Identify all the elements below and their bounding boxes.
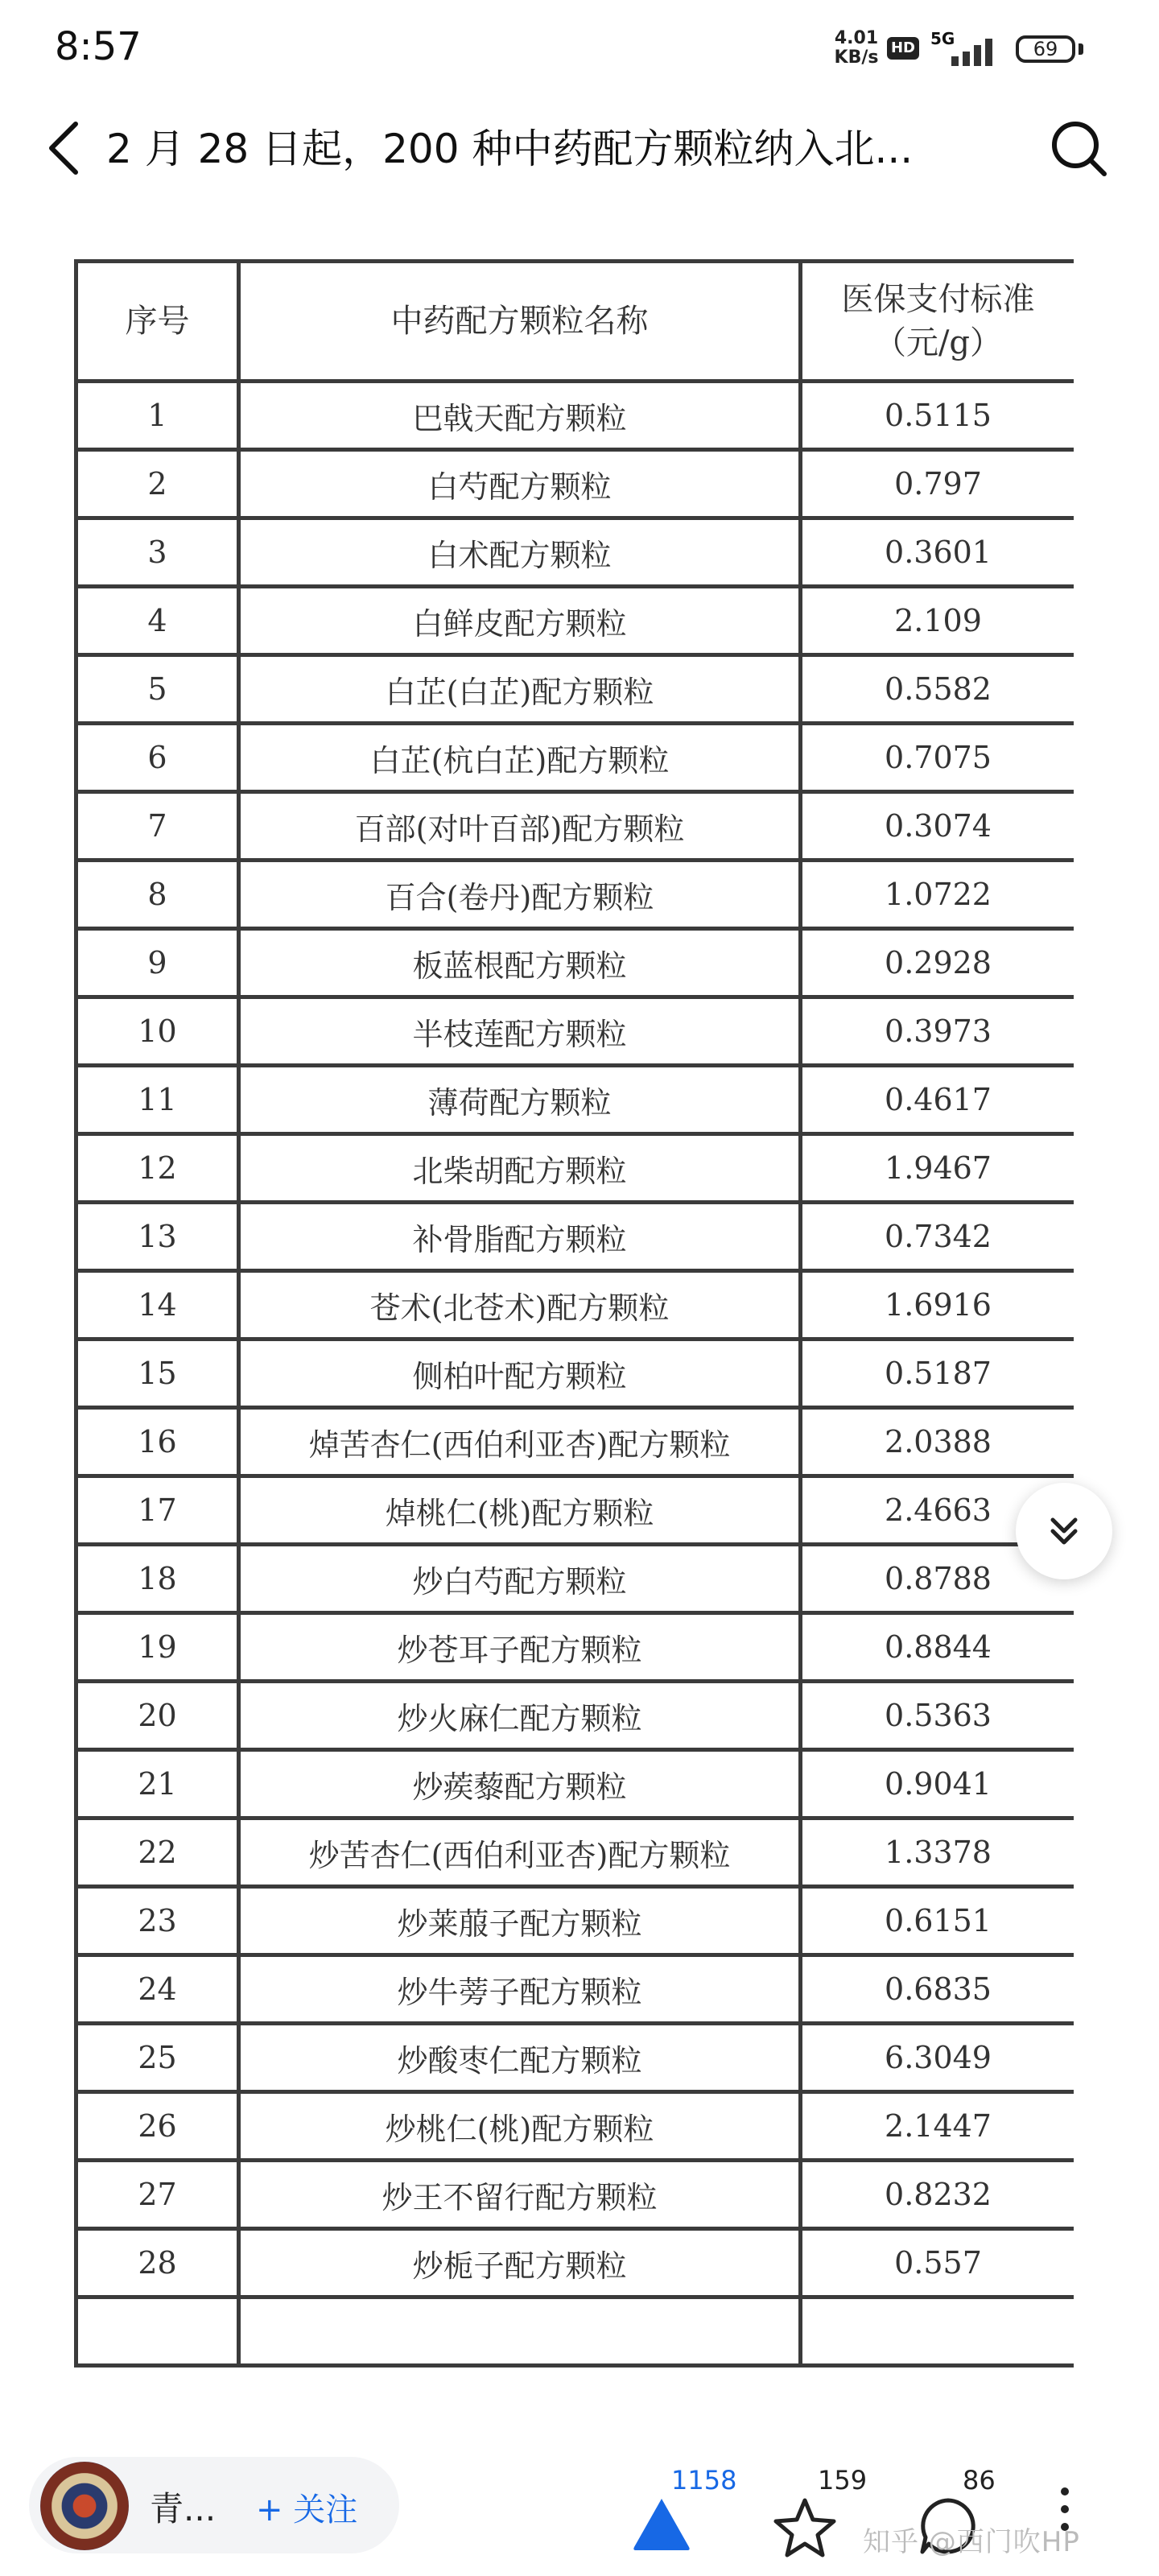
- row-name: 炒白芍配方颗粒: [239, 1545, 801, 1613]
- row-name: 北柴胡配方颗粒: [239, 1134, 801, 1203]
- row-name: 半枝莲配方颗粒: [239, 997, 801, 1066]
- row-price: 0.8844: [801, 1613, 1074, 1682]
- scroll-down-button[interactable]: [1016, 1483, 1112, 1579]
- table-row: [76, 1818, 1074, 1887]
- row-index: 14: [76, 1271, 239, 1340]
- article-header: [0, 97, 1159, 201]
- back-arrow-icon[interactable]: [40, 118, 89, 179]
- row-price: 2.1447: [801, 2092, 1074, 2161]
- row-index: 17: [76, 1476, 239, 1545]
- row-price: 0.557: [801, 2229, 1074, 2297]
- price-table-image: [74, 259, 1074, 2433]
- row-name: 百合(卷丹)配方颗粒: [239, 861, 801, 929]
- table-row: [76, 1682, 1074, 1750]
- avatar[interactable]: [40, 2462, 129, 2550]
- row-price: 0.3074: [801, 792, 1074, 861]
- hd-badge: HD: [887, 37, 919, 60]
- row-name: 白芷(杭白芷)配方颗粒: [239, 724, 801, 792]
- row-index: 9: [76, 929, 239, 997]
- signal-icon: [930, 29, 1000, 69]
- network-speed-unit: KB/s: [834, 47, 879, 68]
- row-price: 0.3973: [801, 997, 1074, 1066]
- table-row: [76, 1887, 1074, 1955]
- row-price: 0.5187: [801, 1340, 1074, 1408]
- row-price: 0.3601: [801, 518, 1074, 587]
- header-name: 中药配方颗粒名称: [239, 262, 801, 382]
- author-pill[interactable]: [29, 2457, 399, 2553]
- row-index: 25: [76, 2024, 239, 2092]
- table-row: [76, 1408, 1074, 1476]
- row-name: 炒桃仁(桃)配方颗粒: [239, 2092, 801, 2161]
- row-name: 炒牛蒡子配方颗粒: [239, 1955, 801, 2024]
- header-price: [801, 262, 1074, 382]
- bottom-action-bar: [0, 2439, 1159, 2576]
- table-row: [76, 655, 1074, 724]
- table-row: [76, 1613, 1074, 1682]
- table-row: [76, 518, 1074, 587]
- row-index: 23: [76, 1887, 239, 1955]
- like-count: 1158: [671, 2465, 737, 2496]
- row-price: 1.6916: [801, 1271, 1074, 1340]
- table-header-row: [76, 262, 1074, 382]
- row-index: 27: [76, 2161, 239, 2229]
- row-index: 24: [76, 1955, 239, 2024]
- network-speed: [827, 29, 885, 68]
- row-index: 22: [76, 1818, 239, 1887]
- table-row: [76, 724, 1074, 792]
- row-name: 炒莱菔子配方颗粒: [239, 1887, 801, 1955]
- table-row: [76, 2024, 1074, 2092]
- row-name: 薄荷配方颗粒: [239, 1066, 801, 1134]
- row-index: 2: [76, 450, 239, 518]
- row-index: 18: [76, 1545, 239, 1613]
- comment-count: 86: [963, 2465, 996, 2496]
- row-index: 21: [76, 1750, 239, 1818]
- row-price: 0.5115: [801, 382, 1074, 450]
- row-name: 巴戟天配方颗粒: [239, 382, 801, 450]
- row-price: 0.5363: [801, 1682, 1074, 1750]
- battery-tip: [1079, 43, 1083, 55]
- row-name: 侧柏叶配方颗粒: [239, 1340, 801, 1408]
- row-price: 1.3378: [801, 1818, 1074, 1887]
- header-index: 序号: [76, 262, 239, 382]
- row-name: 百部(对叶百部)配方颗粒: [239, 792, 801, 861]
- price-table: [74, 259, 1074, 2368]
- row-name: 补骨脂配方颗粒: [239, 1203, 801, 1271]
- row-price: 6.3049: [801, 2024, 1074, 2092]
- search-icon[interactable]: [1046, 116, 1111, 180]
- row-price: 0.797: [801, 450, 1074, 518]
- page-title: 2 月 28 日起，200 种中药配方颗粒纳入北...: [106, 126, 914, 172]
- row-price: 0.6835: [801, 1955, 1074, 2024]
- row-price: 0.9041: [801, 1750, 1074, 1818]
- row-name: [239, 2297, 801, 2366]
- row-index: 13: [76, 1203, 239, 1271]
- row-price: 0.7342: [801, 1203, 1074, 1271]
- favorite-button[interactable]: [773, 2465, 877, 2560]
- row-index: 15: [76, 1340, 239, 1408]
- table-row: [76, 929, 1074, 997]
- row-price: 0.5582: [801, 655, 1074, 724]
- table-row: [76, 587, 1074, 655]
- table-row: [76, 1134, 1074, 1203]
- table-row: [76, 2297, 1074, 2366]
- row-index: 1: [76, 382, 239, 450]
- table-row: [76, 1340, 1074, 1408]
- row-index: 10: [76, 997, 239, 1066]
- row-name: 板蓝根配方颗粒: [239, 929, 801, 997]
- status-time: 8:57: [55, 24, 142, 69]
- table-row: [76, 1476, 1074, 1545]
- row-price: 2.0388: [801, 1408, 1074, 1476]
- battery-icon: 69: [1016, 35, 1075, 63]
- row-index: 20: [76, 1682, 239, 1750]
- table-row: [76, 382, 1074, 450]
- row-price: 0.7075: [801, 724, 1074, 792]
- follow-button[interactable]: + 关注: [256, 2491, 358, 2529]
- row-price: 0.6151: [801, 1887, 1074, 1955]
- row-name: 白芷(白芷)配方颗粒: [239, 655, 801, 724]
- star-icon: [773, 2496, 837, 2558]
- row-index: 11: [76, 1066, 239, 1134]
- status-bar: [0, 0, 1159, 97]
- favorite-count: 159: [818, 2465, 868, 2496]
- row-price: 2.109: [801, 587, 1074, 655]
- watermark: 知乎 @西门吹HP: [863, 2526, 1080, 2558]
- row-price: 1.0722: [801, 861, 1074, 929]
- table-row: [76, 861, 1074, 929]
- row-price: 0.8232: [801, 2161, 1074, 2229]
- row-index: 6: [76, 724, 239, 792]
- table-row: [76, 2161, 1074, 2229]
- row-index: 8: [76, 861, 239, 929]
- row-index: 7: [76, 792, 239, 861]
- header-price-title: 医保支付标准: [841, 281, 1035, 318]
- table-row: [76, 450, 1074, 518]
- header-price-unit: （元/g）: [873, 324, 1003, 361]
- row-name: 炒王不留行配方颗粒: [239, 2161, 801, 2229]
- table-row: [76, 2229, 1074, 2297]
- row-price: 0.4617: [801, 1066, 1074, 1134]
- row-name: 焯苦杏仁(西伯利亚杏)配方颗粒: [239, 1408, 801, 1476]
- table-row: [76, 1066, 1074, 1134]
- row-price: 2.4663: [801, 1476, 1074, 1545]
- row-index: 3: [76, 518, 239, 587]
- row-name: 炒栀子配方颗粒: [239, 2229, 801, 2297]
- row-name: 炒苍耳子配方颗粒: [239, 1613, 801, 1682]
- row-index: 4: [76, 587, 239, 655]
- row-name: 白术配方颗粒: [239, 518, 801, 587]
- row-index: 19: [76, 1613, 239, 1682]
- table-row: [76, 1545, 1074, 1613]
- row-name: 白芍配方颗粒: [239, 450, 801, 518]
- like-button[interactable]: [631, 2465, 744, 2560]
- row-index: [76, 2297, 239, 2366]
- row-name: 炒酸枣仁配方颗粒: [239, 2024, 801, 2092]
- row-index: 12: [76, 1134, 239, 1203]
- row-name: 白鲜皮配方颗粒: [239, 587, 801, 655]
- table-row: [76, 1750, 1074, 1818]
- row-price: 1.9467: [801, 1134, 1074, 1203]
- network-type: 5G: [930, 29, 955, 48]
- row-index: 16: [76, 1408, 239, 1476]
- table-row: [76, 997, 1074, 1066]
- table-row: [76, 1203, 1074, 1271]
- row-index: 28: [76, 2229, 239, 2297]
- row-name: 炒苦杏仁(西伯利亚杏)配方颗粒: [239, 1818, 801, 1887]
- row-name: 炒蒺藜配方颗粒: [239, 1750, 801, 1818]
- row-name: 苍术(北苍术)配方颗粒: [239, 1271, 801, 1340]
- like-triangle-icon: [631, 2496, 692, 2552]
- network-speed-value: 4.01: [834, 28, 879, 48]
- table-row: [76, 1955, 1074, 2024]
- table-row: [76, 792, 1074, 861]
- double-chevron-down-icon: [1045, 1512, 1083, 1550]
- table-row: [76, 2092, 1074, 2161]
- author-name[interactable]: 青...: [150, 2489, 217, 2529]
- table-row: [76, 1271, 1074, 1340]
- row-name: 焯桃仁(桃)配方颗粒: [239, 1476, 801, 1545]
- row-price: 0.2928: [801, 929, 1074, 997]
- row-index: 26: [76, 2092, 239, 2161]
- row-price: 0.8788: [801, 1545, 1074, 1613]
- row-price: [801, 2297, 1074, 2366]
- row-index: 5: [76, 655, 239, 724]
- row-name: 炒火麻仁配方颗粒: [239, 1682, 801, 1750]
